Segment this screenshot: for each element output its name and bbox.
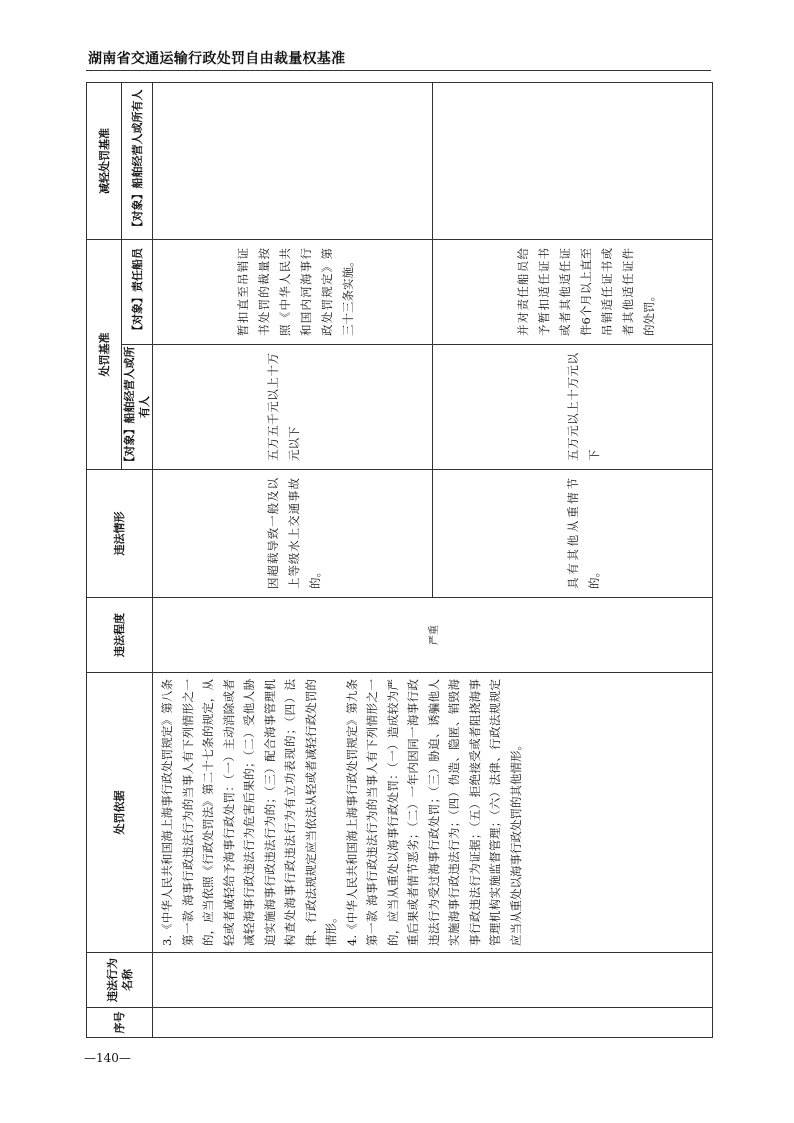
basis-paragraph-4: 4.《中华人民共和国海上海事行政处罚规定》第九条第一款 海事行政违法行为的当事人有下列情形之一的，应当从重处以海事行政处罚：（一）造成较为严重后果或者情节恶劣；（二）一年内因同一海事行政违法行为受过海事行政处罚；（三）胁迫、诱骗他人实施海事行政违法行为；（四）伪造、隐匿、销毁海事行政违法行为证据；（五）拒绝接受或者阻挠海事管理机构实施监督管理；（六）法律、行政法规规定应当从重处以海事行政处罚的其他情形。: [344, 679, 523, 946]
rotated-table-container: [86, 83, 711, 1038]
header-degree: 违法程度: [87, 598, 153, 673]
row1-crew-penalty: 暂扣直至吊销证书处罚的裁量按照《中华人民共和国内河海事行政处罚规定》第三十三条实施。: [153, 240, 433, 345]
penalty-standard-table: [86, 82, 713, 1038]
row2-crew-penalty: 并对责任船员给予暂扣适任证书或者其他适任证件6个月以上直至吊销适任证书或者其他适任证件的处罚。: [433, 240, 713, 345]
row1-reduced: [153, 83, 433, 240]
header-reduced: 减轻处罚基准: [87, 83, 122, 240]
header-basis: 处罚依据: [87, 673, 153, 953]
row2-circumstance: 具有其他从重情节的。: [433, 470, 713, 598]
header-circumstance: 违法情形: [87, 470, 153, 598]
row2-reduced: [433, 83, 713, 240]
row2-owner-penalty: 五万元以上十万元以下: [433, 345, 713, 470]
row1-owner-penalty: 五万五千元以上十万元以下: [153, 345, 433, 470]
header-seq: 序号: [87, 1008, 153, 1038]
cell-basis: [153, 673, 713, 953]
row1-circumstance: 因超载导致一般及以上等级水上交通事故的。: [153, 470, 433, 598]
cell-seq: [153, 1008, 713, 1038]
basis-paragraph-3: 3.《中华人民共和国海上海事行政处罚规定》第八条第一款 海事行政违法行为的当事人有下列情形之一的，应当依照《行政处罚法》第二十七条的规定，从轻或者减轻给予海事行政处罚：（一）主动消除或者减轻海事行政违法行为危害后果的；（二）受他人胁迫实施海事行政违法行为的；（三）配合海事管理机构查处海事行政违法行为有立功表现的；（四）法律、行政法规规定应当依法从轻或者减轻行政处罚的情形。: [160, 679, 338, 946]
header-name: 违法行为名称: [87, 953, 153, 1008]
cell-name: [153, 953, 713, 1008]
header-target-crew: 【对象】责任船员: [122, 240, 153, 345]
header-target-owner: 【对象】船舶经营人或所有人: [123, 346, 151, 468]
page-number: —140—: [84, 1051, 131, 1065]
header-standard: 处罚基准: [87, 240, 122, 470]
cell-degree: 严重: [153, 598, 713, 673]
header-reduced-target-owner: 【对象】船舶经营人或所有人: [122, 83, 153, 240]
header-rule: [86, 70, 711, 71]
running-header: 湖南省交通运输行政处罚自由裁量权基准: [88, 51, 346, 67]
